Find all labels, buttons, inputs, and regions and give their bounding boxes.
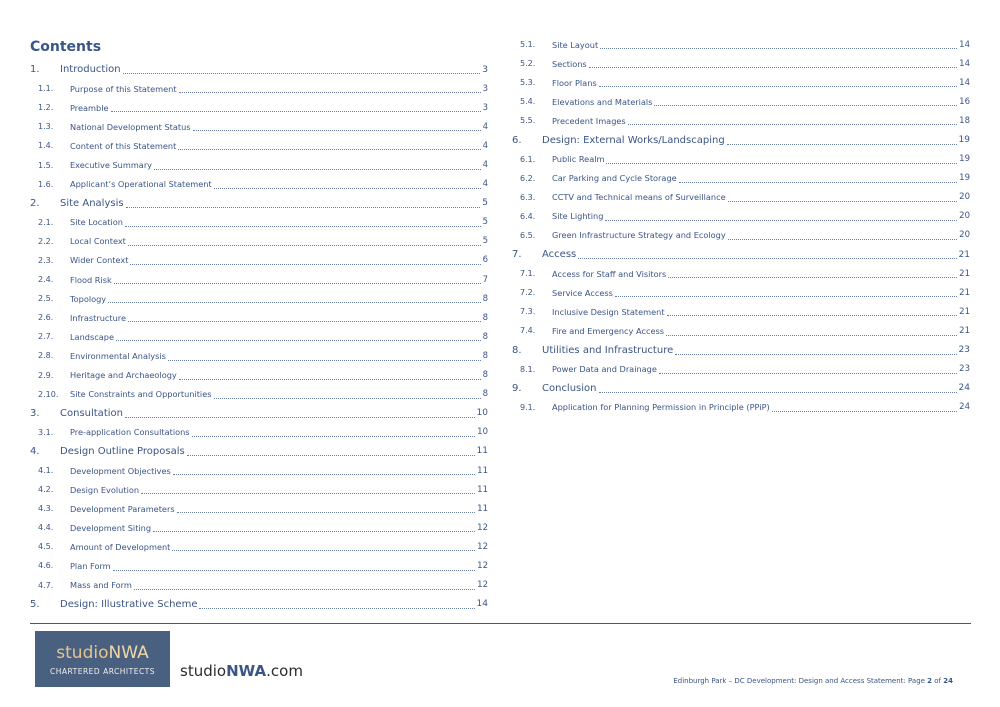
toc-section-entry[interactable] (512, 379, 970, 398)
toc-subsection-entry[interactable] (30, 117, 488, 136)
toc-entry-page: 21 (959, 306, 970, 317)
toc-dot-leader (600, 48, 957, 49)
toc-section-entry[interactable] (30, 442, 488, 461)
toc-dot-leader (141, 493, 475, 494)
toc-dot-leader (193, 130, 481, 131)
toc-entry-title: Introduction (60, 64, 121, 76)
toc-dot-leader (615, 296, 957, 297)
toc-entry-page: 8 (482, 350, 488, 361)
toc-entry-number: 5. (30, 598, 40, 610)
toc-entry-title: Development Siting (70, 522, 152, 533)
toc-section-entry[interactable] (30, 194, 488, 213)
toc-subsection-entry[interactable] (512, 321, 970, 340)
toc-entry-page: 12 (477, 522, 488, 533)
toc-entry-title: Local Context (70, 236, 126, 247)
toc-entry-page: 19 (959, 154, 970, 165)
toc-entry-number: 2.5. (38, 294, 54, 304)
toc-subsection-entry[interactable] (30, 251, 488, 270)
toc-entry-number: 2.10. (38, 389, 59, 399)
toc-dot-leader (667, 315, 958, 316)
toc-subsection-entry[interactable] (30, 537, 488, 556)
toc-entry-number: 5.3. (520, 78, 536, 88)
studio-nwa-logo (35, 631, 170, 687)
toc-entry-number: 4.1. (38, 466, 54, 476)
toc-entry-number: 2. (30, 197, 40, 209)
toc-entry-title: Plan Form (70, 560, 111, 571)
toc-dot-leader (728, 239, 957, 240)
toc-entry-number: 3. (30, 407, 40, 419)
toc-dot-leader (179, 379, 481, 380)
toc-dot-leader (123, 73, 481, 74)
toc-entry-page: 12 (477, 580, 488, 591)
toc-entry-page: 21 (959, 325, 970, 336)
toc-dot-leader (679, 182, 957, 183)
toc-entry-title: Consultation (60, 407, 123, 419)
toc-subsection-entry[interactable] (30, 346, 488, 365)
toc-entry-title: Site Constraints and Opportunities (70, 389, 212, 400)
toc-entry-page: 20 (959, 192, 970, 203)
toc-entry-title: Public Realm (552, 154, 605, 165)
toc-entry-title: Sections (552, 58, 587, 69)
toc-entry-title: Power Data and Drainage (552, 364, 657, 375)
page-total: 24 (943, 677, 953, 685)
toc-entry-page: 4 (482, 179, 488, 190)
toc-entry-title: Development Parameters (70, 503, 175, 514)
toc-entry-number: 6.3. (520, 192, 536, 202)
toc-entry-title: Landscape (70, 331, 114, 342)
toc-dot-leader (628, 124, 957, 125)
toc-entry-title: Design Outline Proposals (60, 445, 185, 457)
toc-entry-number: 4.5. (38, 542, 54, 552)
toc-entry-page: 3 (482, 64, 488, 75)
toc-dot-leader (728, 201, 958, 202)
toc-entry-title: Executive Summary (70, 160, 153, 171)
toc-subsection-entry[interactable] (30, 480, 488, 499)
toc-subsection-entry[interactable] (30, 556, 488, 575)
toc-entry-title: Access (542, 249, 577, 261)
toc-subsection-entry[interactable] (512, 188, 970, 207)
toc-dot-leader (178, 149, 480, 150)
toc-entry-page: 19 (959, 173, 970, 184)
toc-subsection-entry[interactable] (30, 98, 488, 117)
toc-entry-title: Car Parking and Cycle Storage (552, 173, 677, 184)
toc-entry-number: 8. (512, 344, 522, 356)
toc-dot-leader (154, 169, 481, 170)
toc-subsection-entry[interactable] (30, 79, 488, 98)
logo-studio-text: studio (56, 642, 109, 663)
toc-entry-page: 4 (482, 121, 488, 132)
toc-section-entry[interactable] (30, 404, 488, 423)
toc-subsection-entry[interactable] (30, 576, 488, 595)
toc-entry-number: 2.6. (38, 313, 54, 323)
toc-entry-page: 10 (477, 427, 488, 438)
toc-entry-number: 9. (512, 382, 522, 394)
toc-entry-number: 6.5. (520, 230, 536, 240)
toc-entry-title: CCTV and Technical means of Surveillance (552, 192, 726, 203)
toc-dot-leader (578, 258, 956, 259)
toc-entry-page: 20 (959, 211, 970, 222)
toc-entry-number: 4.7. (38, 580, 54, 590)
toc-entry-page: 4 (482, 160, 488, 171)
toc-entry-number: 6. (512, 134, 522, 146)
toc-subsection-entry[interactable] (30, 518, 488, 537)
toc-entry-number: 6.2. (520, 173, 536, 183)
toc-entry-page: 14 (959, 58, 970, 69)
toc-dot-leader (199, 608, 474, 609)
toc-entry-number: 1.5. (38, 160, 54, 170)
toc-entry-page: 14 (959, 39, 970, 50)
url-tld: .com (266, 662, 303, 680)
toc-subsection-entry[interactable] (512, 283, 970, 302)
toc-entry-page: 21 (959, 287, 970, 298)
toc-entry-number: 1.4. (38, 141, 54, 151)
toc-entry-number: 4.3. (38, 504, 54, 514)
toc-entry-number: 5.5. (520, 116, 536, 126)
toc-entry-page: 14 (476, 599, 488, 610)
logo-nwa-text: NWA (108, 642, 149, 663)
footer-divider (30, 623, 971, 624)
toc-entry-title: Mass and Form (70, 580, 132, 591)
toc-entry-title: Preamble (70, 102, 109, 113)
toc-entry-title: Application for Planning Permission in Principle (PPiP) (552, 402, 770, 413)
toc-entry-page: 14 (959, 77, 970, 88)
toc-entry-title: Infrastructure (70, 312, 127, 323)
toc-entry-page: 8 (482, 293, 488, 304)
toc-entry-title: Heritage and Archaeology (70, 370, 177, 381)
toc-entry-page: 8 (482, 389, 488, 400)
toc-entry-number: 2.1. (38, 217, 54, 227)
toc-entry-title: Elevations and Materials (552, 96, 653, 107)
toc-dot-leader (668, 277, 957, 278)
toc-dot-leader (108, 302, 480, 303)
toc-entry-number: 1.2. (38, 103, 54, 113)
url-studio: studio (180, 662, 227, 680)
footer-caption-text: Edinburgh Park – DC Development: Design and Access Statement: Page (673, 677, 928, 685)
toc-entry-number: 5.4. (520, 97, 536, 107)
toc-subsection-entry[interactable] (512, 54, 970, 73)
toc-entry-title: Pre-application Consultations (70, 427, 190, 438)
toc-entry-title: Development Objectives (70, 465, 171, 476)
toc-subsection-entry[interactable] (30, 366, 488, 385)
toc-dot-leader (114, 283, 481, 284)
toc-subsection-entry[interactable] (30, 175, 488, 194)
toc-entry-number: 5.1. (520, 40, 536, 50)
toc-entry-page: 11 (477, 484, 488, 495)
toc-dot-leader (113, 570, 476, 571)
toc-entry-title: Flood Risk (70, 274, 112, 285)
toc-subsection-entry[interactable] (30, 270, 488, 289)
toc-right-column (512, 35, 970, 417)
toc-entry-page: 24 (958, 383, 970, 394)
toc-entry-title: Environmental Analysis (70, 350, 166, 361)
toc-entry-page: 6 (482, 255, 488, 266)
toc-subsection-entry[interactable] (512, 226, 970, 245)
toc-entry-page: 23 (958, 345, 970, 356)
toc-entry-page: 5 (482, 198, 488, 209)
toc-entry-page: 12 (477, 541, 488, 552)
toc-entry-title: Conclusion (542, 382, 597, 394)
toc-entry-number: 4.4. (38, 523, 54, 533)
toc-dot-leader (177, 512, 476, 513)
toc-entry-page: 21 (958, 249, 970, 260)
toc-subsection-entry[interactable] (512, 398, 970, 417)
toc-dot-leader (214, 188, 481, 189)
toc-dot-leader (589, 67, 957, 68)
toc-dot-leader (125, 417, 475, 418)
toc-entry-page: 3 (482, 83, 488, 94)
toc-subsection-entry[interactable] (512, 207, 970, 226)
toc-entry-number: 7.1. (520, 269, 536, 279)
toc-entry-number: 3.1. (38, 427, 54, 437)
toc-entry-number: 4. (30, 445, 40, 457)
toc-entry-number: 4.6. (38, 561, 54, 571)
toc-subsection-entry[interactable] (30, 308, 488, 327)
toc-entry-title: Design: External Works/Landscaping (542, 134, 725, 146)
toc-entry-title: Inclusive Design Statement (552, 306, 665, 317)
toc-entry-number: 7. (512, 249, 522, 261)
toc-dot-leader (187, 455, 475, 456)
toc-entry-number: 1.6. (38, 179, 54, 189)
toc-entry-number: 5.2. (520, 59, 536, 69)
toc-dot-leader (168, 360, 481, 361)
toc-entry-number: 2.4. (38, 275, 54, 285)
toc-dot-leader (214, 398, 481, 399)
toc-entry-page: 11 (477, 503, 488, 514)
toc-subsection-entry[interactable] (30, 385, 488, 404)
toc-entry-page: 5 (482, 217, 488, 228)
toc-dot-leader (605, 220, 957, 221)
toc-entry-number: 7.2. (520, 288, 536, 298)
toc-subsection-entry[interactable] (30, 155, 488, 174)
toc-dot-leader (606, 163, 957, 164)
website-url[interactable] (180, 662, 303, 680)
toc-section-entry[interactable] (512, 245, 970, 264)
toc-dot-leader (654, 105, 957, 106)
toc-section-entry[interactable] (30, 595, 488, 614)
toc-dot-leader (128, 321, 481, 322)
toc-entry-title: Service Access (552, 287, 613, 298)
toc-left-column (30, 60, 488, 614)
page-current: 2 (927, 677, 933, 685)
toc-subsection-entry[interactable] (512, 111, 970, 130)
toc-dot-leader (727, 144, 957, 145)
toc-entry-title: Precedent Images (552, 115, 626, 126)
toc-subsection-entry[interactable] (512, 169, 970, 188)
toc-entry-title: Amount of Development (70, 541, 171, 552)
toc-entry-number: 4.2. (38, 485, 54, 495)
toc-entry-page: 24 (959, 402, 970, 413)
toc-dot-leader (130, 264, 480, 265)
toc-dot-leader (599, 86, 958, 87)
toc-entry-number: 2.7. (38, 332, 54, 342)
toc-entry-page: 4 (482, 140, 488, 151)
toc-entry-title: Purpose of this Statement (70, 83, 177, 94)
logo-subtitle: CHARTERED ARCHITECTS (49, 666, 156, 676)
toc-entry-number: 6.4. (520, 211, 536, 221)
toc-entry-page: 5 (482, 236, 488, 247)
toc-dot-leader (179, 92, 481, 93)
toc-dot-leader (134, 589, 475, 590)
toc-entry-page: 10 (476, 408, 488, 419)
toc-entry-page: 11 (477, 465, 488, 476)
toc-entry-title: Site Analysis (60, 197, 124, 209)
toc-dot-leader (153, 531, 475, 532)
toc-dot-leader (675, 354, 956, 355)
toc-entry-title: Content of this Statement (70, 140, 177, 151)
toc-entry-page: 11 (476, 446, 488, 457)
toc-entry-title: National Development Status (70, 121, 191, 132)
toc-entry-page: 7 (482, 274, 488, 285)
toc-subsection-entry[interactable] (30, 499, 488, 518)
toc-dot-leader (116, 340, 481, 341)
toc-dot-leader (172, 550, 475, 551)
toc-entry-number: 7.3. (520, 307, 536, 317)
toc-entry-title: Utilities and Infrastructure (542, 344, 674, 356)
toc-entry-title: Fire and Emergency Access (552, 325, 665, 336)
toc-entry-page: 21 (959, 268, 970, 279)
toc-entry-title: Design Evolution (70, 484, 140, 495)
toc-entry-number: 2.9. (38, 370, 54, 380)
toc-subsection-entry[interactable] (512, 92, 970, 111)
toc-entry-title: Topology (70, 293, 107, 304)
toc-entry-page: 23 (959, 364, 970, 375)
toc-entry-number: 2.3. (38, 255, 54, 265)
toc-entry-title: Site Layout (552, 39, 599, 50)
toc-subsection-entry[interactable] (512, 264, 970, 283)
toc-subsection-entry[interactable] (512, 73, 970, 92)
url-nwa: NWA (226, 662, 267, 680)
toc-section-entry[interactable] (512, 130, 970, 149)
toc-entry-title: Applicant’s Operational Statement (70, 179, 212, 190)
toc-dot-leader (173, 474, 475, 475)
toc-entry-title: Green Infrastructure Strategy and Ecology (552, 230, 726, 241)
toc-entry-title: Site Lighting (552, 211, 604, 222)
toc-subsection-entry[interactable] (30, 136, 488, 155)
toc-entry-title: Access for Staff and Visitors (552, 268, 667, 279)
toc-subsection-entry[interactable] (30, 213, 488, 232)
toc-entry-page: 3 (482, 102, 488, 113)
toc-dot-leader (772, 411, 957, 412)
toc-entry-number: 1.3. (38, 122, 54, 132)
toc-entry-page: 18 (959, 115, 970, 126)
toc-entry-number: 8.1. (520, 364, 536, 374)
toc-entry-page: 8 (482, 312, 488, 323)
toc-dot-leader (125, 226, 481, 227)
toc-subsection-entry[interactable] (512, 150, 970, 169)
page-title: Contents (30, 39, 102, 55)
toc-subsection-entry[interactable] (512, 35, 970, 54)
toc-entry-number: 7.4. (520, 326, 536, 336)
toc-subsection-entry[interactable] (30, 461, 488, 480)
toc-subsection-entry[interactable] (30, 232, 488, 251)
toc-entry-number: 2.2. (38, 236, 54, 246)
toc-subsection-entry[interactable] (30, 423, 488, 442)
toc-entry-page: 8 (482, 331, 488, 342)
toc-dot-leader (666, 335, 957, 336)
toc-dot-leader (192, 436, 476, 437)
page-of: of (932, 677, 944, 685)
toc-dot-leader (111, 111, 481, 112)
toc-entry-page: 16 (959, 96, 970, 107)
toc-subsection-entry[interactable] (512, 302, 970, 321)
toc-entry-page: 20 (959, 230, 970, 241)
toc-section-entry[interactable] (30, 60, 488, 79)
toc-entry-number: 1.1. (38, 84, 54, 94)
toc-entry-number: 9.1. (520, 402, 536, 412)
toc-subsection-entry[interactable] (30, 327, 488, 346)
toc-dot-leader (128, 245, 481, 246)
toc-entry-title: Wider Context (70, 255, 129, 266)
toc-subsection-entry[interactable] (30, 289, 488, 308)
toc-entry-number: 2.8. (38, 351, 54, 361)
logo-wordmark (56, 643, 148, 663)
toc-entry-page: 12 (477, 560, 488, 571)
toc-dot-leader (599, 392, 957, 393)
toc-entry-page: 8 (482, 370, 488, 381)
toc-entry-title: Site Location (70, 217, 123, 228)
toc-entry-number: 6.1. (520, 154, 536, 164)
toc-dot-leader (126, 207, 481, 208)
toc-entry-number: 1. (30, 64, 40, 76)
toc-entry-page: 19 (958, 135, 970, 146)
toc-dot-leader (659, 373, 957, 374)
toc-subsection-entry[interactable] (512, 360, 970, 379)
footer-caption (673, 677, 953, 685)
toc-section-entry[interactable] (512, 341, 970, 360)
toc-entry-title: Floor Plans (552, 77, 597, 88)
toc-entry-title: Design: Illustrative Scheme (60, 598, 198, 610)
